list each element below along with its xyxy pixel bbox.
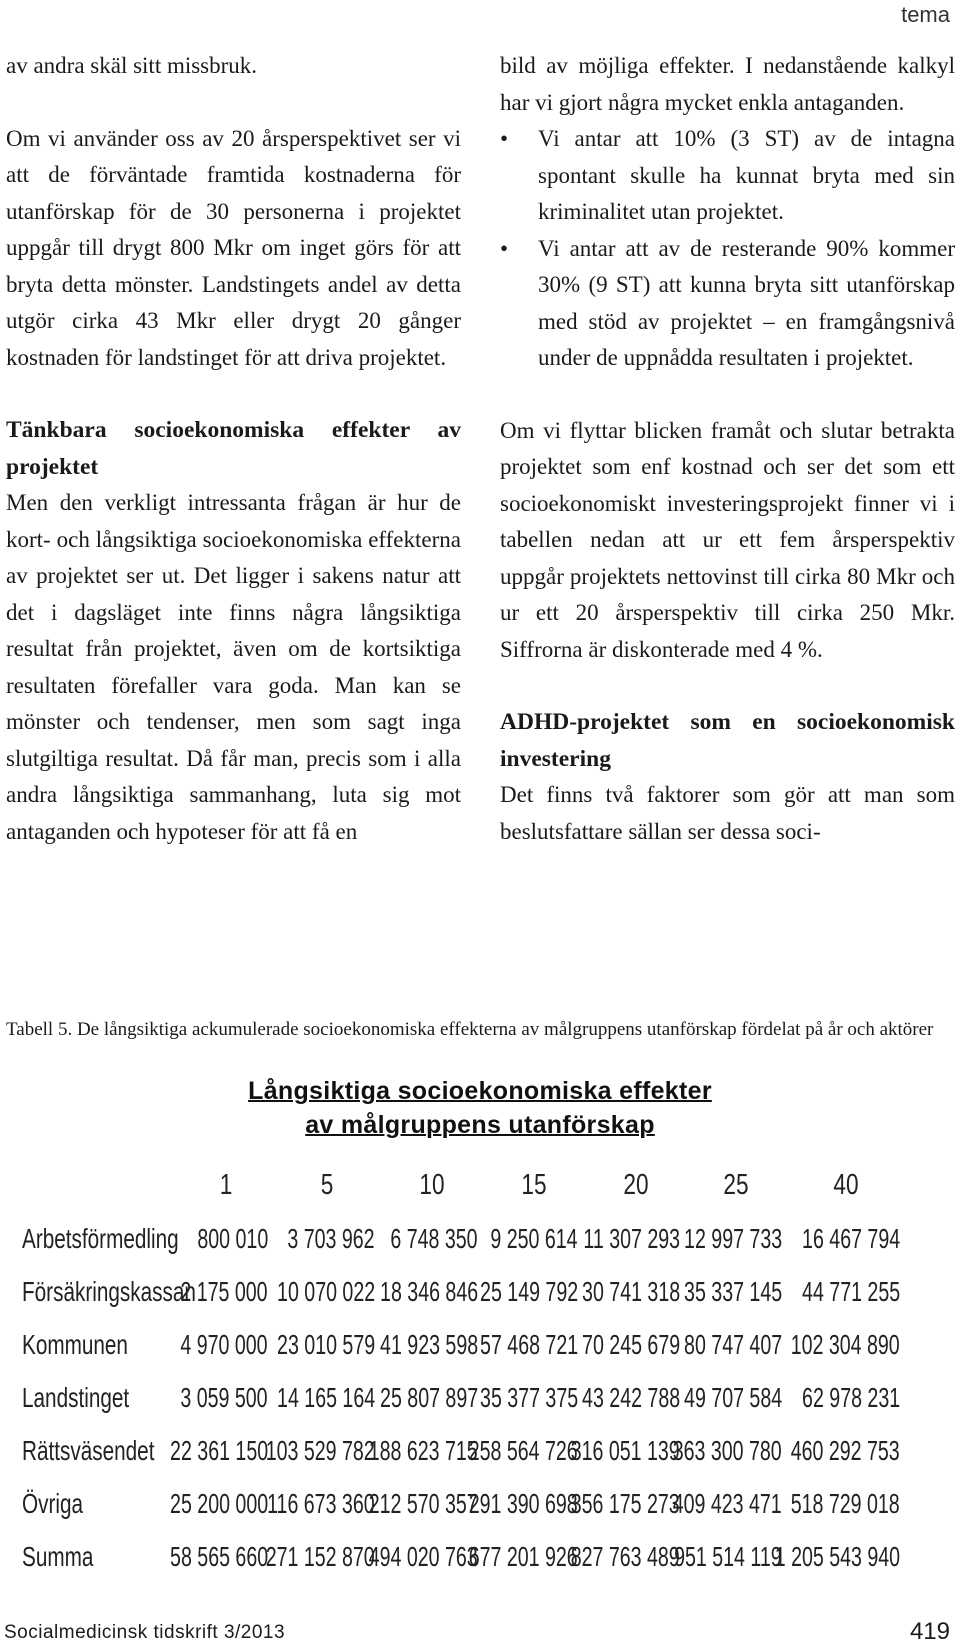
table-cell: 356 175 273: [570, 1488, 680, 1519]
journal-name: Socialmedicinsk tidskrift 3/2013: [4, 1622, 286, 1643]
table-cell: 25 807 897: [379, 1382, 478, 1413]
bullet-list: [500, 121, 955, 377]
table-cell: 116 673 360: [267, 1488, 375, 1519]
table-cell: 23 010 579: [276, 1329, 375, 1360]
table-cell: 49 707 584: [683, 1382, 782, 1413]
table-cell: 103 529 782: [265, 1435, 375, 1466]
table-cell: 9 250 614: [490, 1223, 578, 1254]
table-cell: 3 703 962: [287, 1223, 375, 1254]
table-cell: 494 020 763: [368, 1541, 478, 1572]
column-header: 40: [833, 1169, 859, 1201]
table-row: [0, 1382, 960, 1422]
table-cell: 102 304 890: [790, 1329, 900, 1360]
table-cell: 25 149 792: [479, 1276, 578, 1307]
table-cell: 12 997 733: [683, 1223, 782, 1254]
bullet-item: [500, 121, 955, 231]
table-cell: 80 747 407: [683, 1329, 782, 1360]
table-cell: 70 245 679: [581, 1329, 680, 1360]
column-header: 15: [521, 1169, 547, 1201]
table-cell: 212 570 357: [368, 1488, 478, 1519]
row-label: Arbetsförmedling: [22, 1223, 179, 1254]
table-cell: 1 205 543 940: [774, 1541, 900, 1572]
table-cell: 800 010: [197, 1223, 268, 1254]
table-cell: 57 468 721: [479, 1329, 578, 1360]
table-cell: 316 051 139: [570, 1435, 680, 1466]
right-column: [500, 48, 955, 850]
table-cell: 518 729 018: [790, 1488, 900, 1519]
table-cell: 30 741 318: [581, 1276, 680, 1307]
table-cell: 951 514 119: [674, 1541, 782, 1572]
table-cell: 827 763 489: [570, 1541, 680, 1572]
paragraph: bild av möjliga effekter. I nedanstående kalkyl har vi gjort några mycket enkla antaganden.: [500, 53, 955, 115]
table-cell: 2 175 000: [180, 1276, 268, 1307]
table-cell: 14 165 164: [276, 1382, 375, 1413]
table-row: [0, 1276, 960, 1316]
table-cell: 22 361 150: [169, 1435, 268, 1466]
table-cell: 291 390 698: [468, 1488, 578, 1519]
row-label: Landstinget: [22, 1382, 130, 1413]
table-cell: 18 346 846: [379, 1276, 478, 1307]
section-heading: ADHD-projektet som en socioekonomisk investering: [500, 709, 955, 772]
bullet-item: [500, 231, 955, 377]
paragraph: Om vi använder oss av 20 årsperspektivet ser vi att de förväntade framtida kostnaderna för utanförskap för de 30 personerna i projektet uppgår till drygt 800 Mkr om inget görs för att bryta detta mönster. Landstingets andel av detta utgör cirka 43 Mkr eller drygt 20 gånger kostnaden för landstinget för att driva projektet.: [6, 125, 461, 370]
table-cell: 41 923 598: [379, 1329, 478, 1360]
table-cell: 35 337 145: [683, 1276, 782, 1307]
bullet-icon: •: [500, 235, 509, 261]
table-cell: 11 307 293: [583, 1223, 680, 1254]
left-column: [6, 48, 461, 850]
paragraph: Men den verkligt intressanta frågan är hur de kort- och långsiktiga socioekonomiska effekterna av projektet ser ut. Det ligger i sakens natur att det i dagsläget inte finns några långsiktiga resultat från projektet, även om de kortsiktiga resultaten förefaller vara goda. Man kan se mönster och tendenser, men som sagt inga slutgiltiga resultat. Då får man, precis som i alla andra långsiktiga sammanhang, luta sig mot antaganden och hypoteser för att få en: [6, 490, 461, 844]
effects-table: [0, 1073, 960, 1603]
table-title: Långsiktiga socioekonomiska effekter: [248, 1077, 712, 1105]
row-label: Försäkringskassan: [22, 1276, 196, 1307]
column-header: 5: [320, 1169, 334, 1201]
column-header: 20: [623, 1169, 649, 1201]
table-cell: 363 300 780: [672, 1435, 782, 1466]
table-cell: 677 201 926: [468, 1541, 578, 1572]
bullet-icon: •: [500, 126, 509, 151]
paragraph: Om vi flyttar blicken framåt och slutar betrakta projektet som enf kostnad och ser det som ett socioekonomiskt investeringsprojekt finner vi i tabellen nedan att ur ett fem årsperspektiv uppgår projektets nettovinst till cirka 80 Mkr och ur ett 20 årsperspektiv till cirka 250 Mkr. Siffrorna är diskonterade med 4 %.: [500, 417, 955, 662]
paragraph: av andra skäl sitt missbruk.: [6, 53, 258, 78]
paragraph: Det finns två faktorer som gör att man som beslutsfattare sällan ser dessa soci-: [500, 782, 955, 844]
table-cell: 4 970 000: [180, 1329, 268, 1360]
table-cell: 10 070 022: [276, 1276, 375, 1307]
table-row: [0, 1435, 960, 1475]
table-cell: 460 292 753: [790, 1435, 900, 1466]
row-label: Kommunen: [22, 1329, 128, 1360]
table-cell: 35 377 375: [479, 1382, 578, 1413]
column-header: 1: [219, 1169, 233, 1201]
table-cell: 16 467 794: [801, 1223, 900, 1254]
table-cell: 409 423 471: [672, 1488, 782, 1519]
table-row: [0, 1329, 960, 1369]
table-cell: 188 623 715: [368, 1435, 478, 1466]
column-header: 10: [419, 1169, 445, 1201]
table-row: [0, 1488, 960, 1528]
table-cell: 62 978 231: [801, 1382, 900, 1413]
row-label: Rättsväsendet: [22, 1435, 155, 1466]
table-cell: 44 771 255: [801, 1276, 900, 1307]
bullet-text: Vi antar att 10% (3 ST) av de intagna spontant skulle ha kunnat bryta med sin kriminalitet utan projektet.: [538, 126, 955, 224]
section-label: tema: [901, 2, 950, 27]
section-heading: Tänkbara socioekonomiska effekter av projektet: [6, 417, 461, 480]
row-label: Summa: [22, 1541, 94, 1572]
table-cell: 258 564 726: [468, 1435, 578, 1466]
table-cell: 43 242 788: [581, 1382, 680, 1413]
table-caption: Tabell 5. De långsiktiga ackumulerade socioekonomiska effekterna av målgruppens utanförskap fördelat på år och aktörer: [6, 1019, 934, 1040]
row-label: Övriga: [22, 1488, 84, 1519]
table-cell: 3 059 500: [180, 1382, 268, 1413]
table-cell: 271 152 870: [265, 1541, 375, 1572]
table-cell: 25 200 000: [169, 1488, 268, 1519]
table-subtitle: av målgruppens utanförskap: [305, 1111, 655, 1139]
column-header: 25: [723, 1169, 749, 1201]
bullet-text: Vi antar att av de resterande 90% kommer 30% (9 ST) att kunna bryta sitt utanförskap med stöd av projektet – en framgångsnivå under de uppnådda resultaten i projektet.: [538, 235, 955, 370]
table-row: [0, 1223, 960, 1263]
table-row: [0, 1541, 960, 1581]
page-number: 419: [909, 1618, 950, 1645]
table-cell: 58 565 660: [169, 1541, 268, 1572]
table-cell: 6 748 350: [390, 1223, 478, 1254]
